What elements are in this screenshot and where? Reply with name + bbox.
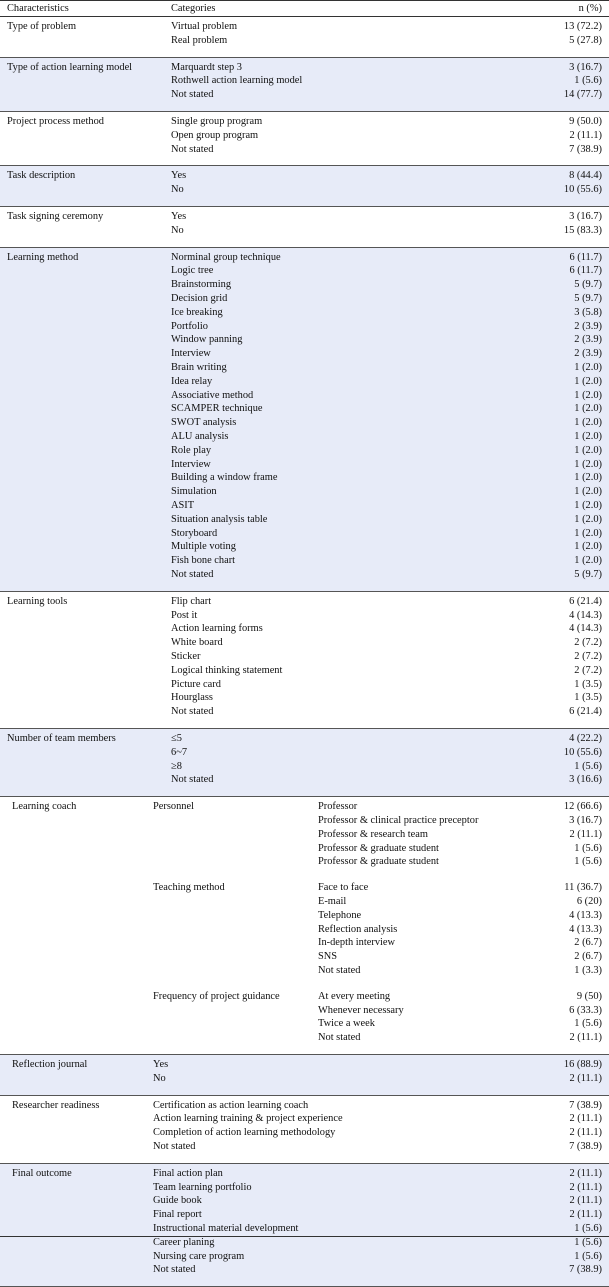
count-cell: 7 (38.9): [569, 1140, 602, 1152]
count-cell: 1 (5.6): [574, 1250, 602, 1262]
category-cell: Twice a week: [318, 1018, 375, 1030]
category-cell: ≤5: [171, 733, 182, 744]
count-cell: 11 (36.7): [564, 882, 602, 894]
count-cell: 4 (14.3): [569, 623, 602, 635]
table-section: [0, 248, 609, 592]
table-section: [0, 17, 609, 58]
count-cell: 1 (3.5): [574, 678, 602, 690]
category-cell: Building a window frame: [171, 472, 278, 484]
count-cell: 2 (11.1): [569, 1181, 602, 1193]
category-cell: Logic tree: [171, 265, 214, 277]
table-section: [0, 1055, 609, 1096]
count-cell: 5 (27.8): [569, 34, 602, 46]
category-cell: Action learning training & project experience: [153, 1113, 343, 1125]
category-cell: Role play: [171, 444, 212, 456]
category-cell: Guide book: [153, 1195, 202, 1207]
category-cell: Flip chart: [171, 595, 212, 607]
count-cell: 1 (2.0): [574, 417, 602, 429]
section-label: Project process method: [7, 116, 104, 127]
category-cell: Not stated: [171, 568, 214, 580]
count-cell: 1 (2.0): [574, 403, 602, 415]
category-cell: Interview: [171, 458, 211, 470]
category-cell: Portfolio: [171, 320, 208, 332]
count-cell: 2 (11.1): [569, 1032, 602, 1044]
category-cell: ≥8: [171, 760, 182, 772]
category-cell: Face to face: [318, 882, 369, 894]
category-cell: Not stated: [318, 1032, 361, 1044]
category-cell: Certification as action learning coach: [153, 1099, 309, 1111]
learning-coach-section: [0, 797, 609, 1055]
table-section: [0, 58, 609, 112]
count-cell: 6 (20): [576, 895, 602, 907]
category-cell: No: [171, 184, 184, 196]
category-cell: Not stated: [153, 1264, 196, 1276]
count-cell: 4 (13.3): [569, 909, 602, 921]
category-cell: Post it: [171, 609, 198, 621]
count-cell: 13 (72.2): [563, 21, 602, 32]
count-cell: 6 (21.4): [569, 706, 602, 718]
category-cell: Reflection analysis: [318, 923, 398, 935]
category-cell: Multiple voting: [171, 541, 236, 553]
count-cell: 1 (2.0): [574, 375, 602, 387]
category-cell: Virtual problem: [171, 21, 238, 32]
category-cell: Final action plan: [153, 1167, 223, 1179]
count-cell: 12 (66.6): [563, 801, 602, 813]
count-cell: 2 (3.9): [574, 334, 602, 346]
count-cell: 1 (2.0): [574, 389, 602, 401]
category-cell: ASIT: [171, 499, 195, 511]
section-label: Researcher readiness: [12, 1099, 100, 1111]
count-cell: 2 (3.9): [574, 348, 602, 360]
category-cell: Not stated: [171, 706, 214, 718]
category-cell: Associative method: [171, 389, 254, 401]
category-cell: 6~7: [171, 746, 188, 758]
count-cell: 2 (11.1): [569, 129, 602, 141]
count-cell: 6 (11.7): [569, 251, 602, 263]
count-cell: 10 (55.6): [563, 184, 602, 196]
category-cell: Professor: [318, 801, 358, 813]
count-cell: 2 (11.1): [569, 1072, 602, 1084]
count-cell: 16 (88.9): [563, 1059, 602, 1070]
category-cell: Whenever necessary: [318, 1004, 404, 1016]
category-cell: Yes: [171, 170, 187, 182]
count-cell: 2 (11.1): [569, 1167, 602, 1179]
count-cell: 2 (6.7): [574, 951, 602, 963]
category-cell: Open group program: [171, 129, 259, 141]
category-cell: Team learning portfolio: [153, 1181, 252, 1193]
category-cell: SNS: [318, 951, 338, 963]
category-cell: Simulation: [171, 486, 217, 498]
category-cell: Professor & research team: [318, 828, 428, 840]
category-cell: Final report: [153, 1209, 202, 1221]
count-cell: 8 (44.4): [569, 170, 602, 182]
count-cell: 1 (2.0): [574, 444, 602, 456]
table-section: [0, 207, 609, 248]
category-cell: Picture card: [171, 678, 221, 690]
count-cell: 4 (22.2): [569, 733, 602, 744]
table-section: [0, 1164, 609, 1287]
section-label: Task description: [7, 170, 76, 182]
header-n-percent: n (%): [578, 3, 602, 14]
category-cell: Completion of action learning methodology: [153, 1127, 336, 1139]
count-cell: 10 (55.6): [563, 746, 602, 758]
count-cell: 2 (11.1): [569, 1113, 602, 1125]
count-cell: 3 (16.6): [569, 774, 602, 786]
section-label: Learning method: [7, 251, 79, 263]
count-cell: 2 (11.1): [569, 1209, 602, 1221]
table-bottom-rule: [0, 1236, 609, 1237]
count-cell: 2 (7.2): [574, 650, 602, 662]
count-cell: 3 (16.7): [569, 61, 602, 73]
count-cell: 1 (5.6): [574, 856, 602, 868]
category-cell: Situation analysis table: [171, 513, 268, 525]
count-cell: 14 (77.7): [563, 89, 602, 101]
subgroup-label: Teaching method: [153, 882, 225, 894]
count-cell: 3 (16.7): [569, 211, 602, 222]
count-cell: 7 (38.9): [569, 1099, 602, 1111]
table-section: [0, 729, 609, 797]
count-cell: 2 (11.1): [569, 1127, 602, 1139]
section-label: Number of team members: [7, 733, 116, 744]
count-cell: 2 (7.2): [574, 664, 602, 676]
count-cell: 2 (3.9): [574, 320, 602, 332]
count-cell: 1 (3.5): [574, 692, 602, 704]
section-label: Task signing ceremony: [7, 211, 104, 222]
count-cell: 6 (11.7): [569, 265, 602, 277]
count-cell: 3 (5.8): [574, 306, 602, 318]
count-cell: 1 (2.0): [574, 513, 602, 525]
category-cell: Fish bone chart: [171, 555, 236, 567]
subgroup-label: Personnel: [153, 801, 194, 813]
count-cell: 1 (5.6): [574, 1222, 602, 1234]
category-cell: Not stated: [171, 89, 214, 101]
section-label: Type of action learning model: [7, 61, 133, 73]
category-cell: Brain writing: [171, 361, 227, 373]
count-cell: 7 (38.9): [569, 143, 602, 155]
category-cell: Yes: [171, 211, 187, 222]
count-cell: 1 (5.6): [574, 760, 602, 772]
table-section: [0, 166, 609, 207]
category-cell: Idea relay: [171, 375, 213, 387]
category-cell: Not stated: [171, 143, 214, 155]
category-cell: SWOT analysis: [171, 417, 237, 429]
count-cell: 1 (2.0): [574, 486, 602, 498]
category-cell: Professor & graduate student: [318, 856, 439, 868]
category-cell: Decision grid: [171, 292, 228, 304]
count-cell: 2 (7.2): [574, 637, 602, 649]
table-header: [0, 0, 609, 17]
count-cell: 1 (2.0): [574, 361, 602, 373]
category-cell: Real problem: [171, 34, 228, 46]
category-cell: No: [153, 1072, 166, 1084]
category-cell: Not stated: [171, 774, 214, 786]
category-cell: Single group program: [171, 116, 263, 127]
count-cell: 15 (83.3): [563, 224, 602, 236]
count-cell: 2 (11.1): [569, 1195, 602, 1207]
category-cell: Storyboard: [171, 527, 218, 539]
category-cell: Rothwell action learning model: [171, 75, 303, 87]
table-section: [0, 1096, 609, 1164]
count-cell: 5 (9.7): [574, 568, 602, 580]
category-cell: Instructional material development: [153, 1222, 299, 1234]
count-cell: 1 (5.6): [574, 1236, 602, 1248]
category-cell: Yes: [153, 1059, 169, 1070]
category-cell: Brainstorming: [171, 279, 232, 291]
count-cell: 2 (6.7): [574, 937, 602, 949]
section-label: Reflection journal: [12, 1059, 88, 1070]
count-cell: 5 (9.7): [574, 279, 602, 291]
category-cell: In-depth interview: [318, 937, 396, 949]
category-cell: Logical thinking statement: [171, 664, 283, 676]
count-cell: 1 (5.6): [574, 75, 602, 87]
category-cell: White board: [171, 637, 223, 649]
header-characteristics: Characteristics: [7, 3, 69, 14]
count-cell: 7 (38.9): [569, 1264, 602, 1276]
subgroup-label: Frequency of project guidance: [153, 990, 280, 1002]
category-cell: No: [171, 224, 184, 236]
category-cell: Sticker: [171, 650, 201, 662]
category-cell: Norminal group technique: [171, 251, 281, 263]
category-cell: Career planing: [153, 1236, 215, 1248]
section-label: Learning tools: [7, 595, 68, 607]
category-cell: Professor & graduate student: [318, 842, 439, 854]
count-cell: 1 (2.0): [574, 472, 602, 484]
count-cell: 4 (13.3): [569, 923, 602, 935]
category-cell: Marquardt step 3: [171, 61, 242, 73]
category-cell: Action learning forms: [171, 623, 263, 635]
category-cell: Hourglass: [171, 692, 213, 704]
count-cell: 1 (5.6): [574, 1018, 602, 1030]
table-section: [0, 592, 609, 729]
header-categories: Categories: [171, 3, 216, 14]
category-cell: Telephone: [318, 909, 362, 921]
count-cell: 6 (33.3): [569, 1004, 602, 1016]
category-cell: Interview: [171, 348, 211, 360]
category-cell: Nursing care program: [153, 1250, 245, 1262]
category-cell: Not stated: [153, 1140, 196, 1152]
section-label: Learning coach: [12, 801, 77, 813]
category-cell: Window panning: [171, 334, 243, 346]
count-cell: 4 (14.3): [569, 609, 602, 621]
count-cell: 3 (16.7): [569, 814, 602, 826]
count-cell: 1 (2.0): [574, 541, 602, 553]
category-cell: ALU analysis: [171, 430, 229, 442]
category-cell: At every meeting: [318, 990, 391, 1002]
category-cell: Ice breaking: [171, 306, 223, 318]
category-cell: Not stated: [318, 964, 361, 976]
count-cell: 1 (2.0): [574, 430, 602, 442]
count-cell: 1 (2.0): [574, 499, 602, 511]
category-cell: E-mail: [318, 895, 347, 907]
count-cell: 1 (3.3): [574, 964, 602, 976]
count-cell: 2 (11.1): [569, 828, 602, 840]
count-cell: 1 (5.6): [574, 842, 602, 854]
section-label: Type of problem: [7, 21, 77, 32]
category-cell: Professor & clinical practice preceptor: [318, 814, 479, 826]
count-cell: 9 (50.0): [569, 116, 602, 127]
count-cell: 6 (21.4): [569, 595, 602, 607]
category-cell: SCAMPER technique: [171, 403, 263, 415]
section-label: Final outcome: [12, 1167, 72, 1179]
count-cell: 5 (9.7): [574, 292, 602, 304]
count-cell: 1 (2.0): [574, 555, 602, 567]
count-cell: 9 (50): [576, 990, 602, 1002]
table-section: [0, 112, 609, 166]
count-cell: 1 (2.0): [574, 527, 602, 539]
count-cell: 1 (2.0): [574, 458, 602, 470]
